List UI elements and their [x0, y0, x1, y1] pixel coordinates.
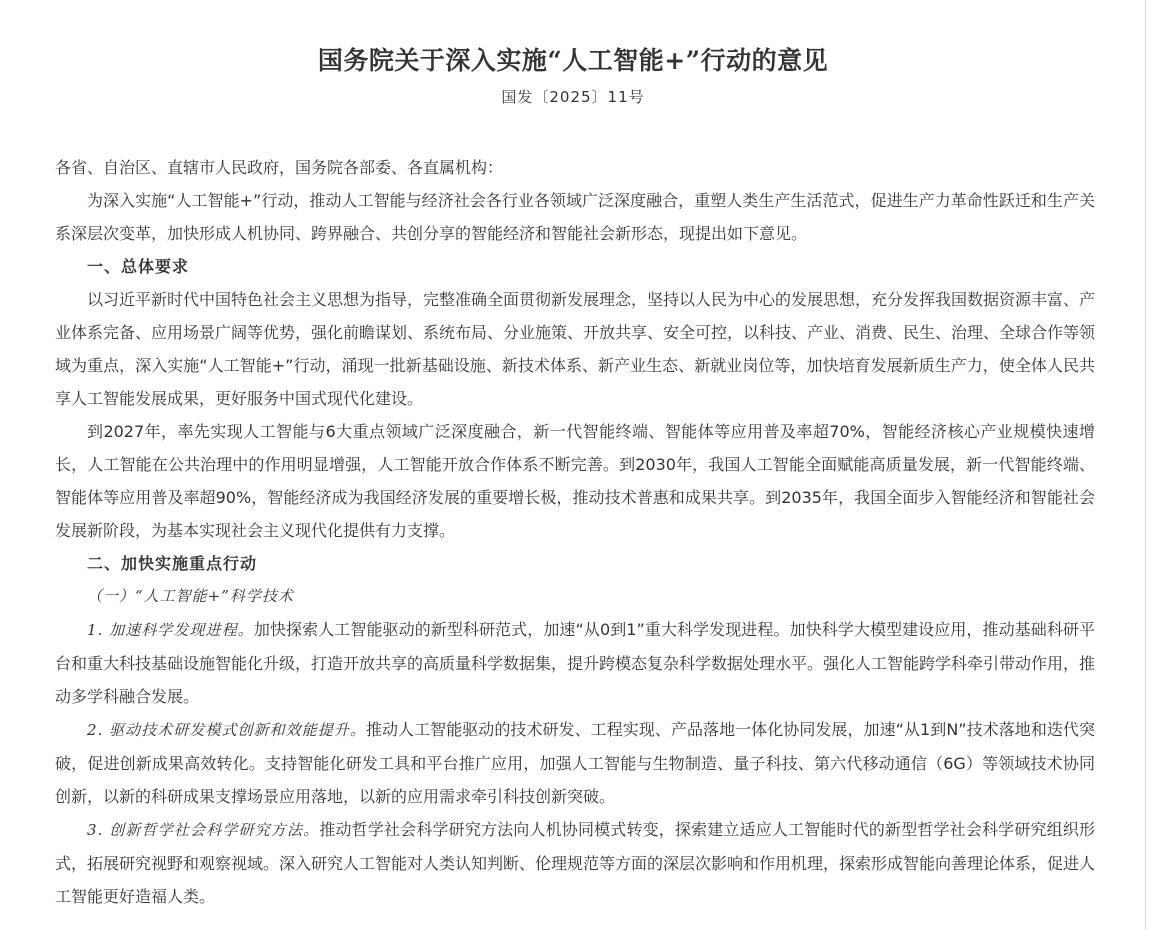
intro-paragraph: 为深入实施“人工智能+”行动，推动人工智能与经济社会各行业各领域广泛深度融合，重塑人类生产生活范式，促进生产力革命性跃迁和生产关系深层次变革，加快形成人机协同、跨界融合、共创分享的智能经济和智能社会新形态，现提出如下意见。 — [55, 191, 1095, 243]
item-text-3: 推动哲学社会科学研究方法向人机协同模式转变，探索建立适应人工智能时代的新型哲学社会科学研究组织形式，拓展研究视野和观察视域。深入研究人工智能对人类认知判断、伦理规范等方面的深层次影响和作用机理，探索形成智能向善理论体系，促进人工智能更好造福人类。 — [55, 820, 1096, 906]
item-paragraph-3 — [55, 813, 1095, 913]
section-heading-2: 二、加快实施重点行动 — [87, 554, 258, 573]
item-lead-2: 2. 驱动技术研发模式创新和效能提升。 — [87, 721, 366, 739]
section-1-paragraph-1: 以习近平新时代中国特色社会主义思想为指导，完整准确全面贯彻新发展理念，坚持以人民为中心的发展思想，充分发挥我国数据资源丰富、产业体系完备、应用场景广阔等优势，强化前瞻谋划、系统布局、分业施策、开放共享、安全可控，以科技、产业、消费、民生、治理、全球合作等领域为重点，深入实施“人工智能+”行动，涌现一批新基础设施、新技术体系、新产业生态、新就业岗位等，加快培育发展新质生产力，使全体人民共享人工智能发展成果，更好服务中国式现代化建设。 — [55, 290, 1096, 408]
item-text-1: 加快探索人工智能驱动的新型科研范式，加速“从0到1”重大科学发现进程。加快科学大模型建设应用，推动基础科研平台和重大科技基础设施智能化升级，打造开放共享的高质量科学数据集，提升跨模态复杂科学数据处理水平。强化人工智能跨学科牵引带动作用，推动多学科融合发展。 — [55, 620, 1096, 706]
salutation: 各省、自治区、直辖市人民政府，国务院各部委、各直属机构： — [55, 158, 504, 177]
document-number: 国发〔2025〕11号 — [501, 88, 645, 106]
item-paragraph-2 — [55, 713, 1095, 813]
document-title: 国务院关于深入实施“人工智能+”行动的意见 — [317, 46, 829, 75]
subsection-heading-1: （一）“人工智能+”科学技术 — [87, 587, 294, 605]
item-lead-3: 3. 创新哲学社会科学研究方法。 — [87, 821, 320, 839]
section-heading-1: 一、总体要求 — [87, 257, 190, 276]
section-1-paragraph-2: 到2027年，率先实现人工智能与6大重点领域广泛深度融合，新一代智能终端、智能体等应用普及率超70%，智能经济核心产业规模快速增长，人工智能在公共治理中的作用明显增强，人工智能开放合作体系不断完善。到2030年，我国人工智能全面赋能高质量发展，新一代智能终端、智能体等应用普及率超90%，智能经济成为我国经济发展的重要增长极，推动技术普惠和成果共享。到2035年，我国全面步入智能经济和智能社会发展新阶段，为基本实现社会主义现代化提供有力支撑。 — [55, 422, 1095, 540]
item-lead-1: 1. 加速科学发现进程。 — [87, 621, 254, 639]
item-text-2: 推动人工智能驱动的技术研发、工程实现、产品落地一体化协同发展，加速“从1到N”技术落地和迭代突破，促进创新成果高效转化。支持智能化研发工具和平台推广应用，加强人工智能与生物制造、量子科技、第六代移动通信（6G）等领域技术协同创新，以新的科研成果支撑场景应用落地，以新的应用需求牵引科技创新突破。 — [55, 720, 1095, 806]
document-body — [55, 151, 1095, 913]
item-paragraph-1 — [55, 613, 1095, 713]
